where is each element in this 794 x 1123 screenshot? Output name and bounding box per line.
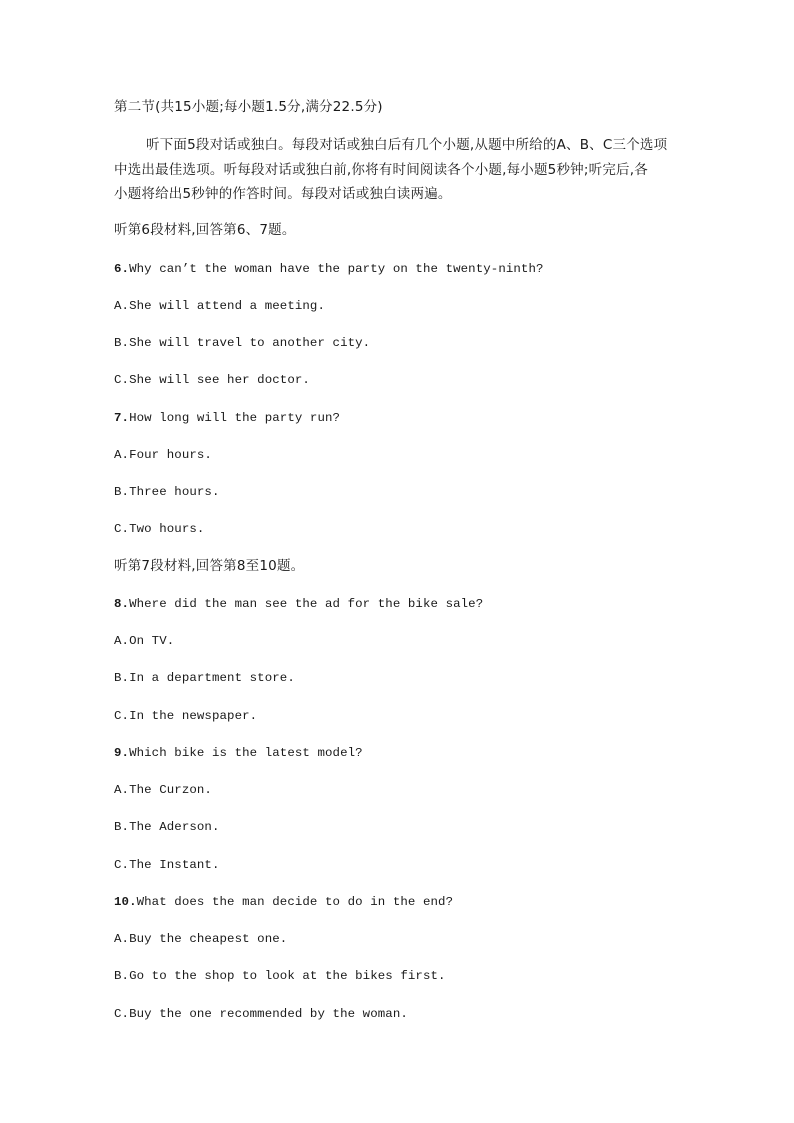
section-title: 第二节(共15小题;每小题1.5分,满分22.5分) <box>114 99 383 115</box>
question-6 <box>114 260 544 278</box>
question-9 <box>114 744 363 762</box>
question-7-text: How long will the party run? <box>129 411 341 425</box>
material-6-heading: 听第6段材料,回答第6、7题。 <box>114 222 296 238</box>
question-8 <box>114 595 483 613</box>
question-10-option-a: A.Buy the cheapest one. <box>114 932 288 946</box>
material-7-heading: 听第7段材料,回答第8至10题。 <box>114 558 305 574</box>
question-9-text: Which bike is the latest model? <box>129 746 363 760</box>
instructions-line-3: 小题将给出5秒钟的作答时间。每段对话或独白读两遍。 <box>114 186 452 202</box>
question-10-text: What does the man decide to do in the end? <box>136 895 454 909</box>
question-6-option-a: A.She will attend a meeting. <box>114 299 325 313</box>
question-7-option-b: B.Three hours. <box>114 485 220 499</box>
question-6-number: 6. <box>114 262 130 276</box>
question-10-number: 10. <box>114 895 137 909</box>
question-8-option-b: B.In a department store. <box>114 671 295 685</box>
question-9-option-c: C.The Instant. <box>114 858 220 872</box>
question-6-text: Why can’t the woman have the party on the twenty-ninth? <box>129 262 544 276</box>
question-9-option-b: B.The Aderson. <box>114 820 220 834</box>
question-9-option-a: A.The Curzon. <box>114 783 212 797</box>
question-7 <box>114 409 340 427</box>
question-10 <box>114 893 453 911</box>
question-8-number: 8. <box>114 597 130 611</box>
question-7-option-c: C.Two hours. <box>114 522 205 536</box>
question-8-option-a: A.On TV. <box>114 634 175 648</box>
question-7-number: 7. <box>114 411 130 425</box>
question-6-option-c: C.She will see her doctor. <box>114 373 310 387</box>
instructions-line-2: 中选出最佳选项。听每段对话或独白前,你将有时间阅读各个小题,每小题5秒钟;听完后,各 <box>114 162 648 178</box>
question-8-option-c: C.In the newspaper. <box>114 709 258 723</box>
question-8-text: Where did the man see the ad for the bike sale? <box>129 597 484 611</box>
question-6-option-b: B.She will travel to another city. <box>114 336 371 350</box>
instructions-line-1: 听下面5段对话或独白。每段对话或独白后有几个小题,从题中所给的A、B、C三个选项 <box>146 137 668 153</box>
question-9-number: 9. <box>114 746 130 760</box>
question-10-option-b: B.Go to the shop to look at the bikes first. <box>114 969 446 983</box>
question-10-option-c: C.Buy the one recommended by the woman. <box>114 1007 408 1021</box>
question-7-option-a: A.Four hours. <box>114 448 212 462</box>
